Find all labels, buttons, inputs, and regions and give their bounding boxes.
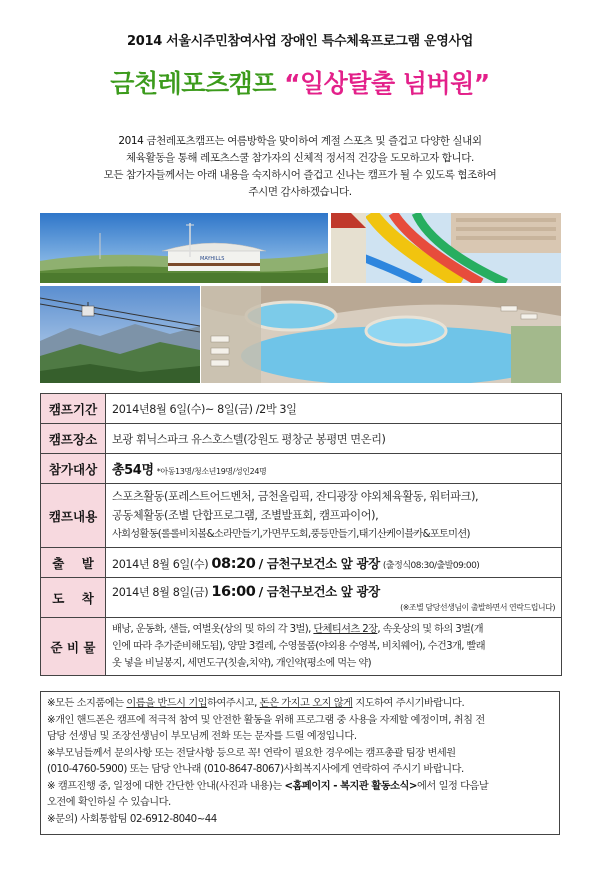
program-subtitle: 2014 서울시주민참여사업 장애인 특수체육프로그램 운영사업 [126, 34, 474, 49]
arrival-row [41, 578, 562, 618]
program-label: 캠프내용 [41, 484, 106, 548]
participants-row [41, 454, 562, 484]
supplies-tshirt: 단체티셔츠 2장 [313, 624, 378, 635]
supplies-value [106, 618, 562, 676]
departure-place: / 금천구보건소 앞 광장 [258, 555, 380, 571]
arrival-place: / 금천구보건소 앞 광장 [258, 584, 380, 599]
notice-emphasis: 이름을 반드시 기입 [126, 698, 208, 709]
supplies-label: 준 비 물 [41, 618, 106, 676]
camp-title [0, 64, 600, 100]
departure-time: 08:20 [211, 555, 256, 572]
notice-line: 담당 선생님 및 조장선생님이 부모님께 전화 또는 문자를 드릴 예정입니다. [47, 731, 357, 742]
departure-label-char: 발 [81, 555, 94, 571]
program-value [106, 484, 562, 548]
departure-value [106, 548, 562, 578]
pool-photo [201, 286, 561, 383]
supplies-text: , 속옷상의 및 하의 3벌(개 [377, 624, 483, 635]
camp-info-table [40, 393, 562, 676]
departure-date: 2014년 8월 6일(수) [112, 557, 209, 571]
intro-line: 체육활동을 통해 레포츠스쿨 참가자의 신체적 정서적 건강을 도모하고자 합니다. [126, 152, 474, 164]
camp-title-name: 금천레포츠캠프 [110, 69, 276, 98]
place-label: 캠프장소 [41, 424, 106, 454]
intro-line: 모든 참가자들께서는 아래 내용을 숙지하시어 즐겁고 신나는 캠프가 될 수 있도록 협조하여 [103, 169, 497, 181]
participants-total: 총54명 [112, 463, 154, 478]
intro-line: 2014 금천레포츠캠프는 여름방학을 맞이하여 계절 스포츠 및 즐겁고 다양한 실내외 [118, 135, 482, 147]
departure-label [41, 548, 106, 578]
period-row [41, 394, 562, 424]
period-value: 2014년8월 6일(수)~ 8일(금) /2박 3일 [106, 394, 562, 424]
arrival-value [106, 578, 562, 618]
notice-box [40, 691, 560, 835]
notice-emphasis: 돈은 가지고 오지 않게 [259, 698, 353, 709]
notice-line: ※부모님들께서 문의사항 또는 전달사항 등으로 꼭! 연락이 필요한 경우에는 캠프총괄 팀장 변세원 [47, 747, 456, 759]
place-value: 보광 휘닉스파크 유스호스텔(강원도 평창군 봉평면 면온리) [106, 424, 562, 454]
supplies-line: 인에 따라 추가준비해도됨), 양말 3켤레, 수영물품(야외용 수영복, 비치웨어), 수건3개, 빨래 [112, 641, 486, 652]
notice-text: 에서 일정 다음날 [417, 780, 489, 792]
camp-title-slogan: “일상탈출 넘버원” [275, 69, 490, 98]
supplies-row [41, 618, 562, 676]
program-line: 스포츠활동(포레스트어드벤처, 금천올림픽, 잔디광장 야외체육활동, 워터파크), [112, 490, 479, 503]
program-row [41, 484, 562, 548]
arrival-time: 16:00 [211, 584, 256, 600]
place-row [41, 424, 562, 454]
departure-label-char: 출 [52, 555, 65, 571]
participants-breakdown: *아동13명/청소년19명/성인24명 [156, 467, 267, 476]
notice-text: 하여주시고, [207, 698, 260, 709]
arrival-label-char: 착 [81, 590, 94, 606]
notice-text: 지도하여 주시기바랍니다. [352, 698, 465, 709]
arrival-label-char: 도 [52, 590, 65, 606]
participants-label: 참가대상 [41, 454, 106, 484]
arrival-label [41, 578, 106, 618]
resort-sign-text: MAYHILLS [200, 256, 225, 262]
departure-row [41, 548, 562, 578]
arrival-date: 2014년 8월 8일(금) [112, 586, 209, 599]
departure-note: (출정식08:30/출발09:00) [382, 560, 480, 571]
period-label: 캠프기간 [41, 394, 106, 424]
water-slide-photo [331, 213, 561, 283]
notice-contact: ※문의) 사회통합팀 02-6912-8040~44 [47, 813, 217, 825]
notice-line: ※개인 핸드폰은 캠프에 적극적 참여 및 안전한 활동을 위해 프로그램 중 사용을 자제할 예정이며, 취침 전 [47, 714, 485, 726]
participants-value [106, 454, 562, 484]
intro-line: 주시면 감사하겠습니다. [248, 186, 352, 198]
intro-paragraph [40, 133, 560, 201]
resort-building-photo [40, 213, 328, 283]
notice-line: 오전에 확인하실 수 있습니다. [47, 797, 171, 808]
cable-car-photo [40, 286, 200, 383]
program-line: 사회성활동(롤롤비치볼&소라만들기,가면무도회,풍등만들기,태기산케이블카&포토미션) [112, 529, 470, 540]
notice-line: (010-4760-5900) 또는 담당 안나래 (010-8647-8067)사회복지사에게 연락하여 주시기 바랍니다. [47, 764, 464, 775]
program-line: 공동체활동(조별 단합프로그램, 조별발표회, 캠프파이어), [112, 509, 379, 522]
notice-text: ※ 캠프진행 중, 일정에 대한 간단한 안내(사진과 내용)는 [47, 780, 285, 792]
arrival-note: (※조별 담당선생님이 출발하면서 연락드립니다) [400, 603, 555, 612]
supplies-line: 옷 넣을 비닐봉지, 세면도구(칫솔,치약), 개인약(평소에 먹는 약) [112, 658, 372, 669]
notice-text: ※모든 소지품에는 [47, 698, 127, 709]
notice-homepage: <홈페이지 - 복지관 활동소식> [284, 780, 417, 792]
supplies-text: 배낭, 운동화, 샌들, 여벌옷(상의 및 하의 각 3벌), [112, 624, 311, 635]
